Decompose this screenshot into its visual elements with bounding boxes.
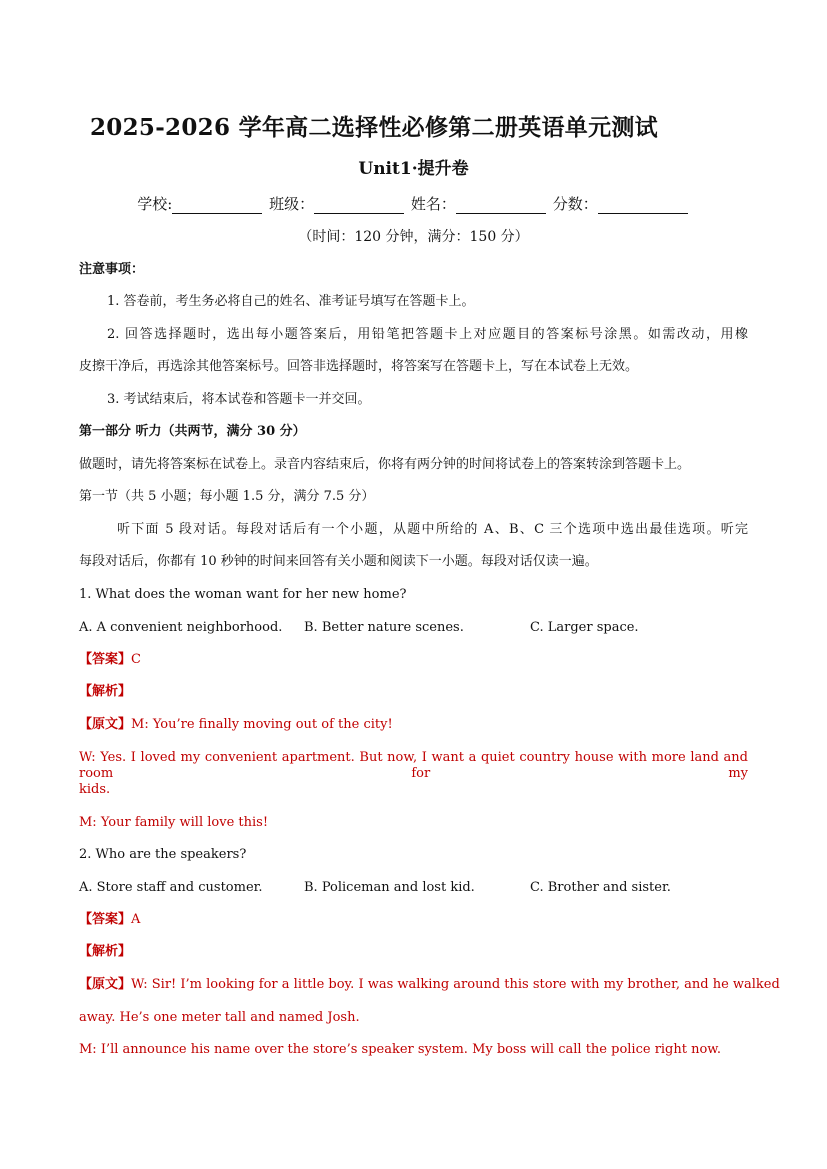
part-instruction-1: 听下面 5 段对话。每段对话后有一个小题，从题中所给的 A、B、C 三个选项中选出最佳选项。听完	[117, 522, 748, 537]
q2-transcript-line-3: M: I’ll announce his name over the store’s speaker system. My boss will call the police right now.	[79, 1042, 722, 1057]
q1-answer: C	[131, 652, 141, 667]
note-item-1: 1. 答卷前，考生务必将自己的姓名、准考证号填写在答题卡上。	[107, 294, 475, 309]
q1-option-b[interactable]: B. Better nature scenes.	[304, 620, 464, 635]
note-item-2-cont: 皮擦干净后，再选涂其他答案标号。回答非选择题时，将答案写在答题卡上，写在本试卷上无效。	[79, 359, 639, 374]
q2-answer: A	[131, 912, 141, 927]
student-info-row	[0, 193, 827, 214]
q1-transcript-line-1: 【原文】M: You’re finally moving out of the city!	[79, 717, 393, 732]
q1-option-a[interactable]: A. A convenient neighborhood.	[79, 620, 283, 635]
q2-transcript-line-2: away. He’s one meter tall and named Josh.	[79, 1010, 360, 1025]
school-label: 学校:	[137, 195, 173, 213]
note-item-2: 2. 回答选择题时，选出每小题答案后，用铅笔把答题卡上对应题目的答案标号涂黑。如需改动，用橡	[107, 327, 748, 342]
time-note: （时间：120 分钟，满分：150 分）	[298, 229, 529, 245]
document-subtitle: Unit1·提升卷	[358, 159, 469, 179]
part-instruction-2: 每段对话后，你都有 10 秒钟的时间来回答有关小题和阅读下一小题。每段对话仅读一遍。	[79, 554, 598, 569]
note-item-3: 3. 考试结束后，将本试卷和答题卡一并交回。	[107, 392, 371, 407]
answer-label: 【答案】	[79, 912, 132, 927]
original-label: 【原文】	[79, 977, 132, 992]
q2-option-c[interactable]: C. Brother and sister.	[530, 880, 671, 895]
q1-transcript-line-2: W: Yes. I loved my convenient apartment. But now, I want a quiet country house with more land and room for my	[79, 750, 748, 781]
class-label: 班级：	[269, 195, 315, 213]
q2-transcript-line-1: 【原文】W: Sir! I’m looking for a little boy. I was walking around this store with my brother, and he walked	[79, 977, 780, 992]
class-blank[interactable]	[314, 199, 404, 214]
q1-answer-row	[79, 652, 141, 668]
score-blank[interactable]	[598, 199, 688, 214]
q2-analysis-row	[79, 944, 131, 960]
q1-option-c[interactable]: C. Larger space.	[530, 620, 639, 635]
section-heading: 第一部分 听力（共两节，满分 30 分）	[79, 424, 306, 439]
q1-transcript-line-3: kids.	[79, 782, 111, 797]
q1-transcript-line-4: M: Your family will love this!	[79, 815, 269, 830]
name-blank[interactable]	[456, 199, 546, 214]
q2-answer-row	[79, 912, 140, 928]
question-2: 2. Who are the speakers?	[79, 847, 247, 862]
document-title: 2025-2026 学年高二选择性必修第二册英语单元测试	[90, 114, 658, 141]
section-instruction: 做题时，请先将答案标在试卷上。录音内容结束后，你将有两分钟的时间将试卷上的答案转涂到答题卡上。	[79, 457, 691, 472]
original-label: 【原文】	[79, 717, 132, 732]
answer-label: 【答案】	[79, 652, 132, 667]
question-1: 1. What does the woman want for her new home?	[79, 587, 407, 602]
analysis-label: 【解析】	[79, 684, 132, 699]
part-heading: 第一节（共 5 小题；每小题 1.5 分，满分 7.5 分）	[79, 489, 375, 504]
analysis-label: 【解析】	[79, 944, 132, 959]
q2-option-a[interactable]: A. Store staff and customer.	[79, 880, 263, 895]
name-label: 姓名：	[410, 195, 456, 213]
score-label: 分数：	[552, 195, 598, 213]
q1-analysis-row	[79, 684, 131, 700]
q2-option-b[interactable]: B. Policeman and lost kid.	[304, 880, 475, 895]
notes-heading: 注意事项：	[79, 262, 145, 277]
school-blank[interactable]	[172, 199, 262, 214]
